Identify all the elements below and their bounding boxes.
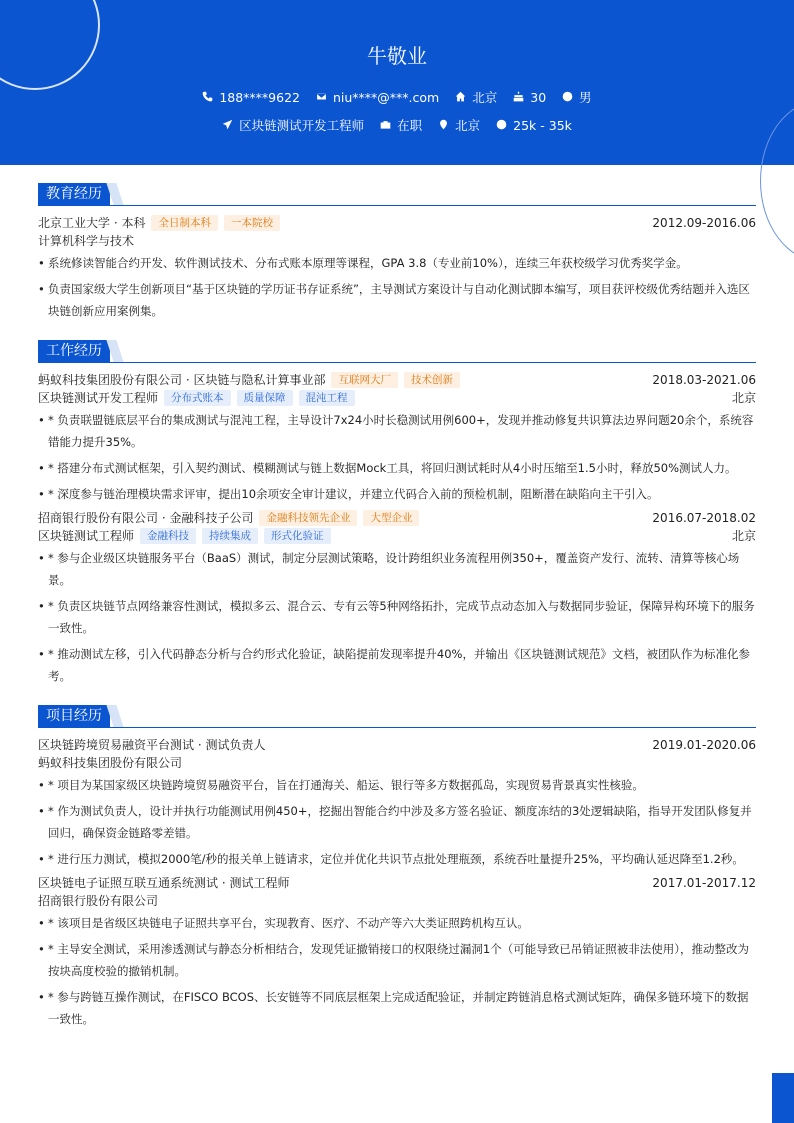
tag: 形式化验证 (264, 528, 331, 544)
job-city: 北京 (731, 529, 756, 543)
tag: 一本院校 (224, 215, 280, 231)
company-line (38, 371, 756, 389)
tag: 持续集成 (202, 528, 258, 544)
project-line (38, 736, 756, 754)
list-item: • * 推动测试左移，引入代码静态分析与合约形式化验证，缺陷提前发现率提升40%，并输出《区块链测试规范》文档，被团队作为标准化参考。 (38, 643, 756, 687)
job-intent-row (0, 116, 794, 134)
phone-item (202, 90, 300, 105)
gender-text: 男 (579, 90, 592, 105)
email-text: niu****@***.com (332, 89, 440, 105)
email-item (316, 90, 439, 105)
bullet-list (38, 252, 756, 322)
company-name: 招商银行股份有限公司 · 金融科技子公司 (38, 511, 254, 525)
resume-header (0, 0, 794, 165)
target-city-text: 北京 (455, 118, 481, 133)
phone-text: 188****9622 (219, 89, 300, 105)
section-title: 项目经历 (38, 705, 110, 727)
bullet-list (38, 912, 756, 1030)
education-section (38, 183, 756, 322)
list-item: • * 主导安全测试，采用渗透测试与静态分析相结合，发现凭证撤销接口的权限绕过漏洞1个（可能导致已吊销证照被非法使用），推动整改为按块高度校验的撤销机制。 (38, 938, 756, 982)
location-pin-icon (438, 118, 449, 133)
decorative-corner-block (772, 1073, 794, 1123)
tag: 质量保障 (237, 390, 293, 406)
list-item: • * 参与跨链互操作测试，在FISCO BCOS、长安链等不同底层框架上完成适配验证，并制定跨链消息格式测试矩阵，确保多链环境下的数据一致性。 (38, 986, 756, 1030)
project-entry (38, 874, 756, 1030)
resume-body (38, 183, 756, 1048)
job-city: 北京 (731, 391, 756, 405)
list-item: • * 进行压力测试，模拟2000笔/秒的报关单上链请求，定位并优化共识节点批处理瓶颈，系统吞吐量提升25%，平均确认延迟降至1.2秒。 (38, 848, 756, 870)
period: 2018.03-2021.06 (652, 373, 756, 387)
school-name: 北京工业大学 · 本科 (38, 216, 146, 230)
list-item: • * 参与企业级区块链服务平台（BaaS）测试，制定分层测试策略，设计跨组织业务流程用例350+，覆盖资产发行、流转、清算等核心场景。 (38, 547, 756, 591)
candidate-name: 牛敬业 (367, 44, 427, 68)
age-text: 30 (530, 89, 547, 105)
job-entry (38, 371, 756, 505)
period: 2016.07-2018.02 (652, 511, 756, 525)
role-line (38, 389, 756, 407)
send-icon (222, 118, 233, 133)
project-org: 招商银行股份有限公司 (38, 894, 159, 908)
list-item: • 系统修读智能合约开发、软件测试技术、分布式账本原理等课程，GPA 3.8（专业前10%），连续三年获校级学习优秀奖学金。 (38, 252, 756, 274)
list-item: • 负责国家级大学生创新项目“基于区块链的学历证书存证系统”，主导测试方案设计与自动化测试脚本编写，项目获评校级优秀结题并入选区块链创新应用案例集。 (38, 278, 756, 322)
home-icon (455, 90, 466, 105)
tag: 互联网大厂 (331, 372, 398, 388)
target-role-item (222, 116, 364, 134)
cake-icon (513, 90, 524, 105)
period: 2012.09-2016.06 (652, 216, 756, 230)
tag: 金融科技 (140, 528, 196, 544)
project-line (38, 874, 756, 892)
bullet-list (38, 774, 756, 870)
role-name: 区块链测试工程师 (38, 529, 135, 543)
project-org: 蚂蚁科技集团股份有限公司 (38, 756, 183, 770)
work-section (38, 340, 756, 687)
period: 2019.01-2020.06 (652, 738, 756, 752)
list-item: • * 负责区块链节点网络兼容性测试，模拟多云、混合云、专有云等5种网络拓扑，完成节点动态加入与数据同步验证，保障异构环境下的服务一致性。 (38, 595, 756, 639)
tag: 全日制本科 (151, 215, 218, 231)
city-item (455, 88, 497, 106)
section-header (38, 705, 756, 728)
education-entry-line (38, 214, 756, 232)
status-text: 在职 (397, 118, 423, 133)
major: 计算机科学与技术 (38, 234, 135, 248)
phone-icon (202, 90, 213, 105)
list-item: • * 该项目是省级区块链电子证照共享平台，实现教育、医疗、不动产等六大类证照跨机构互认。 (38, 912, 756, 934)
period: 2017.01-2017.12 (652, 876, 756, 890)
section-title: 教育经历 (38, 183, 110, 205)
contact-row (0, 88, 794, 106)
tag: 大型企业 (363, 510, 419, 526)
section-title: 工作经历 (38, 340, 110, 362)
target-city-item (438, 116, 480, 134)
company-name: 蚂蚁科技集团股份有限公司 · 区块链与隐私计算事业部 (38, 373, 326, 387)
list-item: • * 搭建分布式测试框架，引入契约测试、模糊测试与链上数据Mock工具，将回归测试耗时从4小时压缩至1.5小时，释放50%测试人力。 (38, 457, 756, 479)
job-entry (38, 509, 756, 687)
gender-item (562, 88, 592, 106)
section-header (38, 340, 756, 363)
project-name: 区块链跨境贸易融资平台测试 · 测试负责人 (38, 738, 266, 752)
briefcase-icon (380, 118, 391, 133)
salary-text: 25k - 35k (513, 117, 572, 133)
status-item (380, 116, 422, 134)
bullet-list (38, 547, 756, 687)
project-name: 区块链电子证照互联互通系统测试 · 测试工程师 (38, 876, 290, 890)
projects-section (38, 705, 756, 1030)
city-text: 北京 (472, 90, 498, 105)
age-item (513, 90, 546, 105)
project-entry (38, 736, 756, 870)
salary-item (496, 118, 572, 133)
target-role-text: 区块链测试开发工程师 (239, 118, 365, 133)
company-line (38, 509, 756, 527)
money-icon (496, 118, 507, 133)
list-item: • * 深度参与链治理模块需求评审，提出10余项安全审计建议，并建立代码合入前的预检机制，阻断潜在缺陷向主干引入。 (38, 483, 756, 505)
gender-icon (562, 90, 573, 105)
role-name: 区块链测试开发工程师 (38, 391, 159, 405)
tag: 混沌工程 (299, 390, 355, 406)
section-header (38, 183, 756, 206)
bullet-list (38, 409, 756, 505)
mail-icon (316, 90, 327, 105)
tag: 金融科技领先企业 (259, 510, 357, 526)
list-item: • * 作为测试负责人，设计并执行功能测试用例450+，挖掘出智能合约中涉及多方签名验证、额度冻结的3处逻辑缺陷，指导开发团队修复并回归，确保资金链路零差错。 (38, 800, 756, 844)
tag: 分布式账本 (164, 390, 231, 406)
role-line (38, 527, 756, 545)
tag: 技术创新 (404, 372, 460, 388)
list-item: • * 负责联盟链底层平台的集成测试与混沌工程，主导设计7x24小时长稳测试用例600+，发现并推动修复共识算法边界问题20余个，系统容错能力提升35%。 (38, 409, 756, 453)
list-item: • * 项目为某国家级区块链跨境贸易融资平台，旨在打通海关、船运、银行等多方数据孤岛，实现贸易背景真实性核验。 (38, 774, 756, 796)
